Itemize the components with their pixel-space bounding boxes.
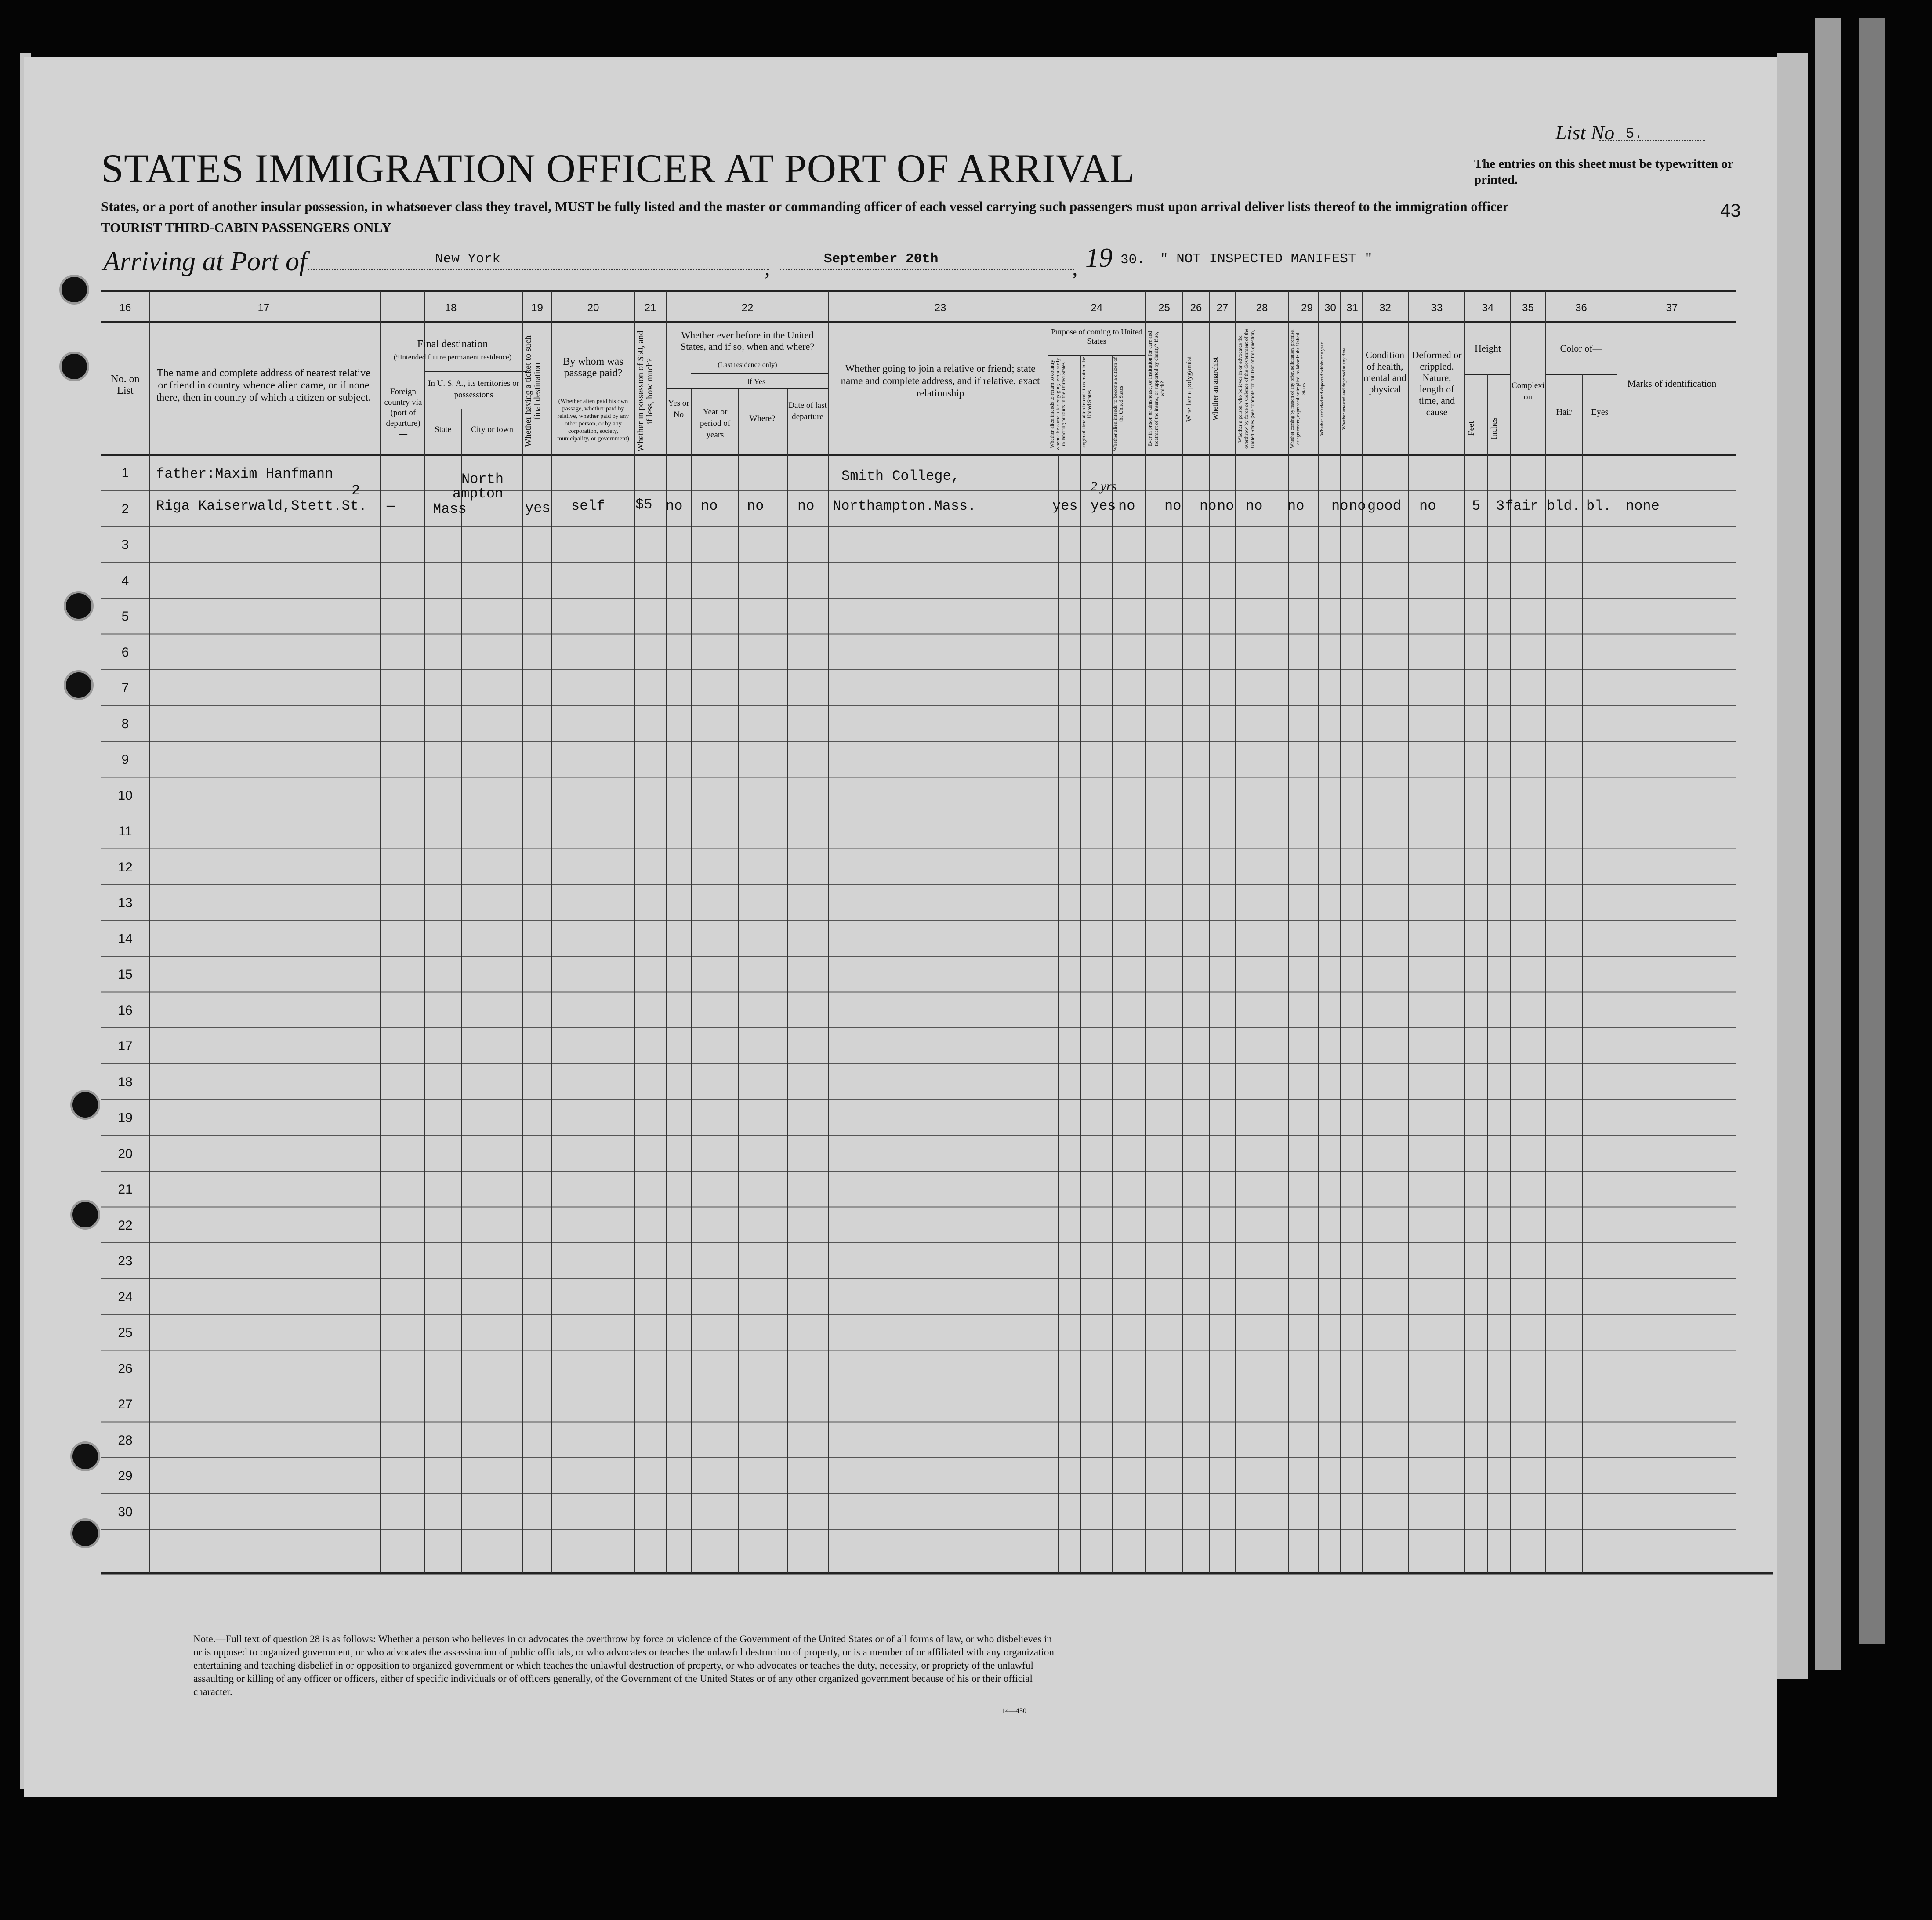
column-number: 33 [1431, 302, 1443, 314]
column-number: 31 [1346, 302, 1358, 314]
polygamist-value: no [1200, 498, 1217, 514]
column-number: 35 [1522, 302, 1534, 314]
money-value: $5 [635, 497, 652, 513]
header-state: State [435, 425, 451, 434]
footnote: Note.—Full text of question 28 is as follows: Whether a person who believes in or advocates the overthrow by force or violence of the Government of the United States or of all forms of law, or who disbelieves in or is opposed to organized government, or who advocates the assassination of public officials, or who advocates or teaches the unlawful destruction of property, or is a member of or affiliated with any organization entertaining and teaching disbelief in or opposition to organized government or which teaches the unlawful destruction of property, or who advocates or teaches the duty, necessity, or propriety of the unlawful assaulting or killing of any officer or officers, either of specific individuals or of officers generally, of the Government of the United States or of any other organized government because of his or their official character. [193, 1633, 1054, 1697]
column-number: 18 [445, 302, 457, 314]
row-number: 30 [118, 1504, 133, 1519]
header-health: Condition of health, mental and physical [1363, 349, 1406, 395]
list-number-label: List No [1555, 121, 1615, 144]
row-number: 4 [121, 573, 129, 588]
column-number: 17 [257, 302, 270, 314]
list-number-value: 5. [1626, 126, 1643, 142]
header-ever-before-note: (Last residence only) [718, 361, 777, 369]
header-list-no: No. on List [111, 374, 140, 396]
class-line: TOURIST THIRD-CABIN PASSENGERS ONLY [101, 220, 391, 235]
row-number: 24 [118, 1289, 133, 1304]
comma: , [765, 255, 770, 280]
header-date-last: Date of last departure [788, 401, 827, 421]
marks-value: none [1626, 498, 1660, 514]
header-anarchist: Whether an anarchist [1211, 357, 1219, 421]
header-deformed: Deformed or crippled. Nature, length of time, and cause [1412, 349, 1462, 417]
complexion-value: fair [1505, 498, 1539, 514]
form-code: 14—450 [1002, 1707, 1026, 1715]
comma: , [1072, 255, 1078, 280]
column-number: 34 [1482, 302, 1494, 314]
header-ticket: Whether having a ticket to such final destination [523, 335, 542, 447]
header-labor-offer: Whether coming by reason of any offer, solicitation, promise, or agreement, expressed or implied, to labor in the United States [1290, 329, 1306, 449]
header-relative: The name and complete address of nearest relative or friend in country whence alien came, or if none there, then in country of which a citizen or subject. [156, 367, 371, 403]
column-number: 36 [1575, 302, 1587, 314]
header-foreign-country: Foreign country via (port of departure)— [384, 387, 422, 439]
row-number: 1 [121, 466, 129, 480]
column-number: 28 [1256, 302, 1268, 314]
header-complexion: Complexion [1512, 381, 1544, 402]
row-number: 17 [118, 1039, 133, 1053]
row-number: 5 [121, 609, 129, 624]
manifest-stamp: " NOT INSPECTED MANIFEST " [1160, 251, 1373, 267]
row-number: 2 [121, 501, 129, 516]
column-number: 37 [1666, 302, 1678, 314]
header-citizen-intent: Whether alien intends to become a citizen of the United States [1112, 357, 1124, 451]
column-number: 24 [1091, 302, 1103, 314]
eyes-value: bl. [1586, 498, 1612, 514]
paid-by-value: self [571, 498, 605, 514]
header-money: Whether in possession of $50, and if less, how much? [636, 330, 655, 452]
inches-value: 3 [1496, 498, 1505, 514]
header-purpose: Purpose of coming to United States [1051, 327, 1142, 345]
excluded-value: no [1331, 498, 1348, 514]
row-number: 6 [121, 645, 129, 660]
header-length-of-stay: Length of time alien intends to remain in the United States [1080, 357, 1092, 451]
return-value: yes [1052, 498, 1078, 514]
row-number: 29 [118, 1469, 133, 1483]
relative-name: father:Maxim Hanfmann [156, 466, 333, 482]
header-usa: In U. S. A., its territories or possessions [428, 379, 519, 399]
prison-value: no [1164, 498, 1182, 514]
hair-value: bld. [1547, 498, 1580, 514]
row-number: 22 [118, 1218, 133, 1233]
header-height: Height [1475, 343, 1501, 354]
header-where: Where? [749, 414, 776, 423]
header-join-relative: Whether going to join a relative or friend; state name and complete address, and if relative, exact relationship [841, 363, 1040, 399]
city-value-line1: North [461, 471, 504, 487]
ever-before-value: no [666, 498, 683, 514]
column-number: 23 [934, 302, 946, 314]
anarchist-value: no [1217, 498, 1234, 514]
header-return-intent: Whether alien intends to return to country whence he came after engaging temporarily in laboring pursuits in the United States [1049, 358, 1066, 450]
header-feet: Feet [1467, 421, 1476, 436]
header-inches: Inches [1490, 417, 1499, 439]
row-number: 28 [118, 1433, 133, 1448]
join-value-line1: Smith College, [841, 468, 960, 484]
header-if-yes: If Yes— [747, 377, 773, 386]
row-number: 13 [118, 896, 133, 910]
row-number: 8 [121, 716, 129, 731]
arrested-value: no [1349, 498, 1366, 514]
row-number: 19 [118, 1111, 133, 1125]
ticket-value: yes [525, 500, 551, 516]
row-number: 7 [121, 681, 129, 695]
row-number: 9 [121, 752, 129, 767]
header-yes-no: Yes or No [668, 399, 689, 419]
date-last-value: no [797, 498, 815, 514]
length-note: 2 yrs [1091, 479, 1117, 494]
header-polygamist: Whether a polygamist [1185, 356, 1193, 422]
year-value: no [701, 498, 718, 514]
date-value: September 20th [824, 251, 939, 267]
row-number: 12 [118, 860, 133, 875]
arriving-label: Arriving at Port of [103, 247, 307, 276]
header-year: Year or period of years [700, 407, 731, 439]
header-color-of: Color of— [1560, 343, 1602, 354]
citizen-value: no [1118, 498, 1135, 514]
header-eyes: Eyes [1591, 407, 1609, 417]
row-number: 27 [118, 1397, 133, 1412]
port-value: New York [435, 251, 500, 267]
health-value: good [1367, 498, 1401, 514]
row-number: 18 [118, 1074, 133, 1089]
column-number: 21 [644, 302, 656, 314]
column-number: 29 [1301, 302, 1313, 314]
row-number: 23 [118, 1254, 133, 1268]
header-hair: Hair [1556, 407, 1572, 417]
row-number: 20 [118, 1146, 133, 1161]
relative-address: Riga Kaiserwald,Stett.St. [156, 498, 367, 514]
column-number: 22 [741, 302, 754, 314]
year-prefix: 19 [1085, 243, 1113, 273]
offer-value: no [1287, 498, 1305, 514]
deformed-value: no [1419, 498, 1436, 514]
header-marks: Marks of identification [1627, 378, 1717, 389]
row-number: 11 [118, 824, 132, 838]
year-suffix: 30. [1120, 252, 1145, 268]
row-number: 14 [118, 931, 133, 946]
header-overthrow: Whether a person who believes in or advocates the overthrow by force or violence of the Government of the United States (See footnote for full text of this question) [1237, 329, 1255, 449]
feet-value: 5 [1472, 498, 1481, 514]
row-number: 16 [118, 1003, 133, 1018]
header-arrested: Whether arrested and deported at any time [1341, 348, 1347, 430]
relative-address-number: 2 [352, 483, 360, 499]
row-number: 15 [118, 967, 133, 982]
page-number: 43 [1720, 200, 1741, 221]
header-destination-note: (*Intended future permanent residence) [393, 353, 512, 361]
row-number: 10 [118, 788, 133, 803]
header-excluded: Whether excluded and deported within one year [1319, 342, 1325, 436]
overthrow-value: no [1246, 498, 1263, 514]
city-value-line2: ampton [453, 486, 504, 502]
column-number: 27 [1216, 302, 1229, 314]
column-number: 30 [1324, 302, 1336, 314]
header-ever-before: Whether ever before in the United States, and if so, when and where? [680, 330, 815, 352]
header-prison: Ever in prison or almshouse, or institution for care and treatment of the insane, or supported by charity? If so, which? [1147, 331, 1165, 447]
column-number: 16 [119, 302, 131, 314]
subtitle-text: States, or a port of another insular possession, in whatsoever class they travel, MUST be fully listed and the master or commanding officer of each vessel carrying such passengers must upon arrival deliver lists thereof to the immigration officer [101, 199, 1509, 214]
column-number: 32 [1379, 302, 1391, 314]
column-number: 26 [1190, 302, 1202, 314]
length-value: yes [1091, 498, 1116, 514]
row-number: 21 [118, 1182, 133, 1197]
row-number: 25 [118, 1325, 133, 1340]
column-number: 19 [531, 302, 543, 314]
header-city: City or town [471, 425, 514, 434]
column-number: 25 [1158, 302, 1170, 314]
row-number: 26 [118, 1361, 133, 1376]
where-value: no [747, 498, 764, 514]
row-number: 3 [121, 537, 129, 552]
header-final-destination: Final destination [417, 338, 488, 350]
entries-note: The entries on this sheet must be typewritten or printed. [1474, 157, 1733, 187]
join-value-line2: Northampton.Mass. [833, 498, 976, 514]
header-paid-by-note: (Whether alien paid his own passage, whether paid by relative, whether paid by any other person, or by any corporation, society, municipality, or government) [557, 398, 629, 442]
foreign-country-value: — [387, 498, 395, 514]
column-number: 20 [587, 302, 599, 314]
state-value: Mass [433, 501, 467, 517]
header-paid-by: By whom was passage paid? [563, 356, 623, 379]
page-title: STATES IMMIGRATION OFFICER AT PORT OF ARRIVAL [101, 146, 1135, 191]
